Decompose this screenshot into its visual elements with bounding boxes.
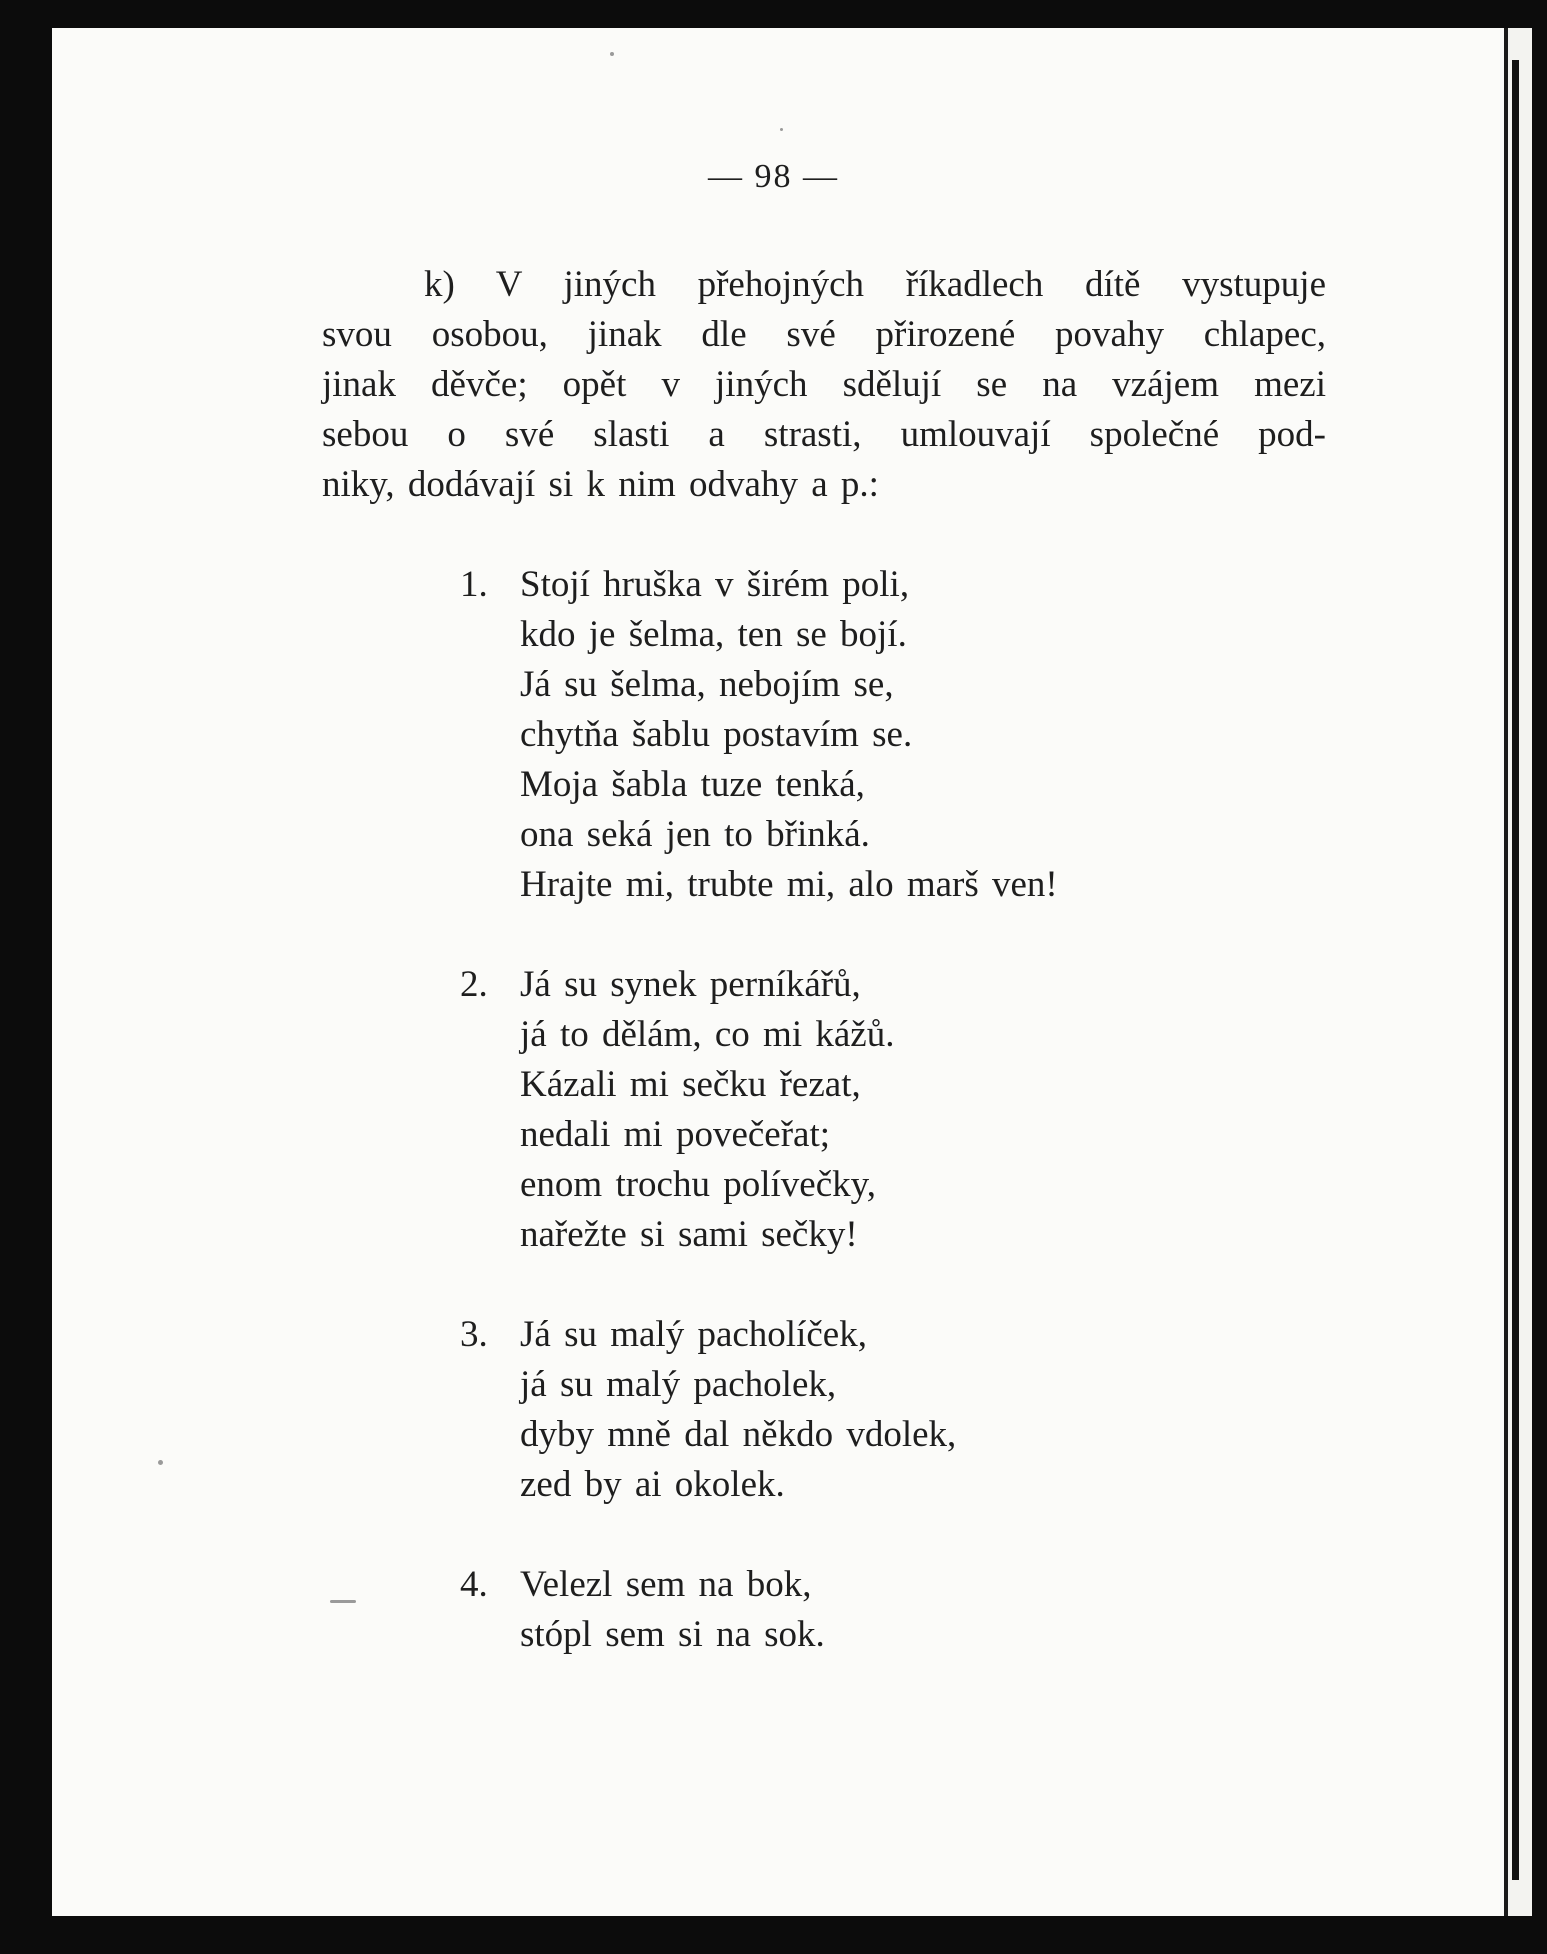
poem-line: enom trochu polívečky, bbox=[520, 1164, 876, 1205]
paper-speck bbox=[330, 1600, 356, 1603]
poem-verses bbox=[520, 560, 1058, 910]
poem-number: 1. bbox=[460, 564, 488, 605]
poem-line: chytňa šablu postavím se. bbox=[520, 714, 913, 755]
poem-line: stópl sem si na sok. bbox=[520, 1614, 825, 1655]
poem-line: já to dělám, co mi kážů. bbox=[520, 1014, 895, 1055]
poem-line: Velezl sem na bok, bbox=[520, 1564, 812, 1605]
poem-verses bbox=[520, 960, 894, 1260]
poem-line: Já su synek perníkářů, bbox=[520, 964, 861, 1005]
poem-line: Stojí hruška v širém poli, bbox=[520, 564, 910, 605]
paper-speck bbox=[610, 52, 614, 56]
poem-number: 3. bbox=[460, 1314, 488, 1355]
poem-verses bbox=[520, 1560, 825, 1660]
poem-line: kdo je šelma, ten se bojí. bbox=[520, 614, 907, 655]
poem-number: 2. bbox=[460, 964, 488, 1005]
poem-line: nařežte si sami sečky! bbox=[520, 1214, 858, 1255]
poem-verses bbox=[520, 1310, 956, 1510]
poem-line: dyby mně dal někdo vdolek, bbox=[520, 1414, 957, 1455]
paragraph-line: svou osobou, jinak dle své přirozené povahy chlapec, bbox=[322, 314, 1326, 355]
poem-line: nedali mi povečeřat; bbox=[520, 1114, 831, 1155]
poem-line: Moja šabla tuze tenká, bbox=[520, 764, 865, 805]
paragraph-line: sebou o své slasti a strasti, umlouvají společné pod- bbox=[322, 414, 1326, 455]
poem-line: ona seká jen to břinká. bbox=[520, 814, 870, 855]
intro-paragraph bbox=[322, 260, 1326, 510]
poem-line: Já su šelma, nebojím se, bbox=[520, 664, 894, 705]
paper-speck bbox=[780, 128, 783, 131]
poem-line: zed by ai okolek. bbox=[520, 1464, 785, 1505]
poem-line: Já su malý pacholíček, bbox=[520, 1314, 867, 1355]
poem-number: 4. bbox=[460, 1564, 488, 1605]
paper-speck bbox=[158, 1460, 163, 1465]
page-number: — 98 — bbox=[708, 158, 839, 195]
poem-line: Kázali mi sečku řezat, bbox=[520, 1064, 861, 1105]
paragraph-line: jinak děvče; opět v jiných sdělují se na vzájem mezi bbox=[322, 364, 1326, 405]
poem-line: já su malý pacholek, bbox=[520, 1364, 837, 1405]
binding-shadow bbox=[1512, 60, 1519, 1880]
poem-line: Hrajte mi, trubte mi, alo marš ven! bbox=[520, 864, 1058, 905]
paragraph-line: niky, dodávají si k nim odvahy a p.: bbox=[322, 464, 879, 505]
paragraph-line: k) V jiných přehojných říkadlech dítě vystupuje bbox=[424, 264, 1326, 305]
